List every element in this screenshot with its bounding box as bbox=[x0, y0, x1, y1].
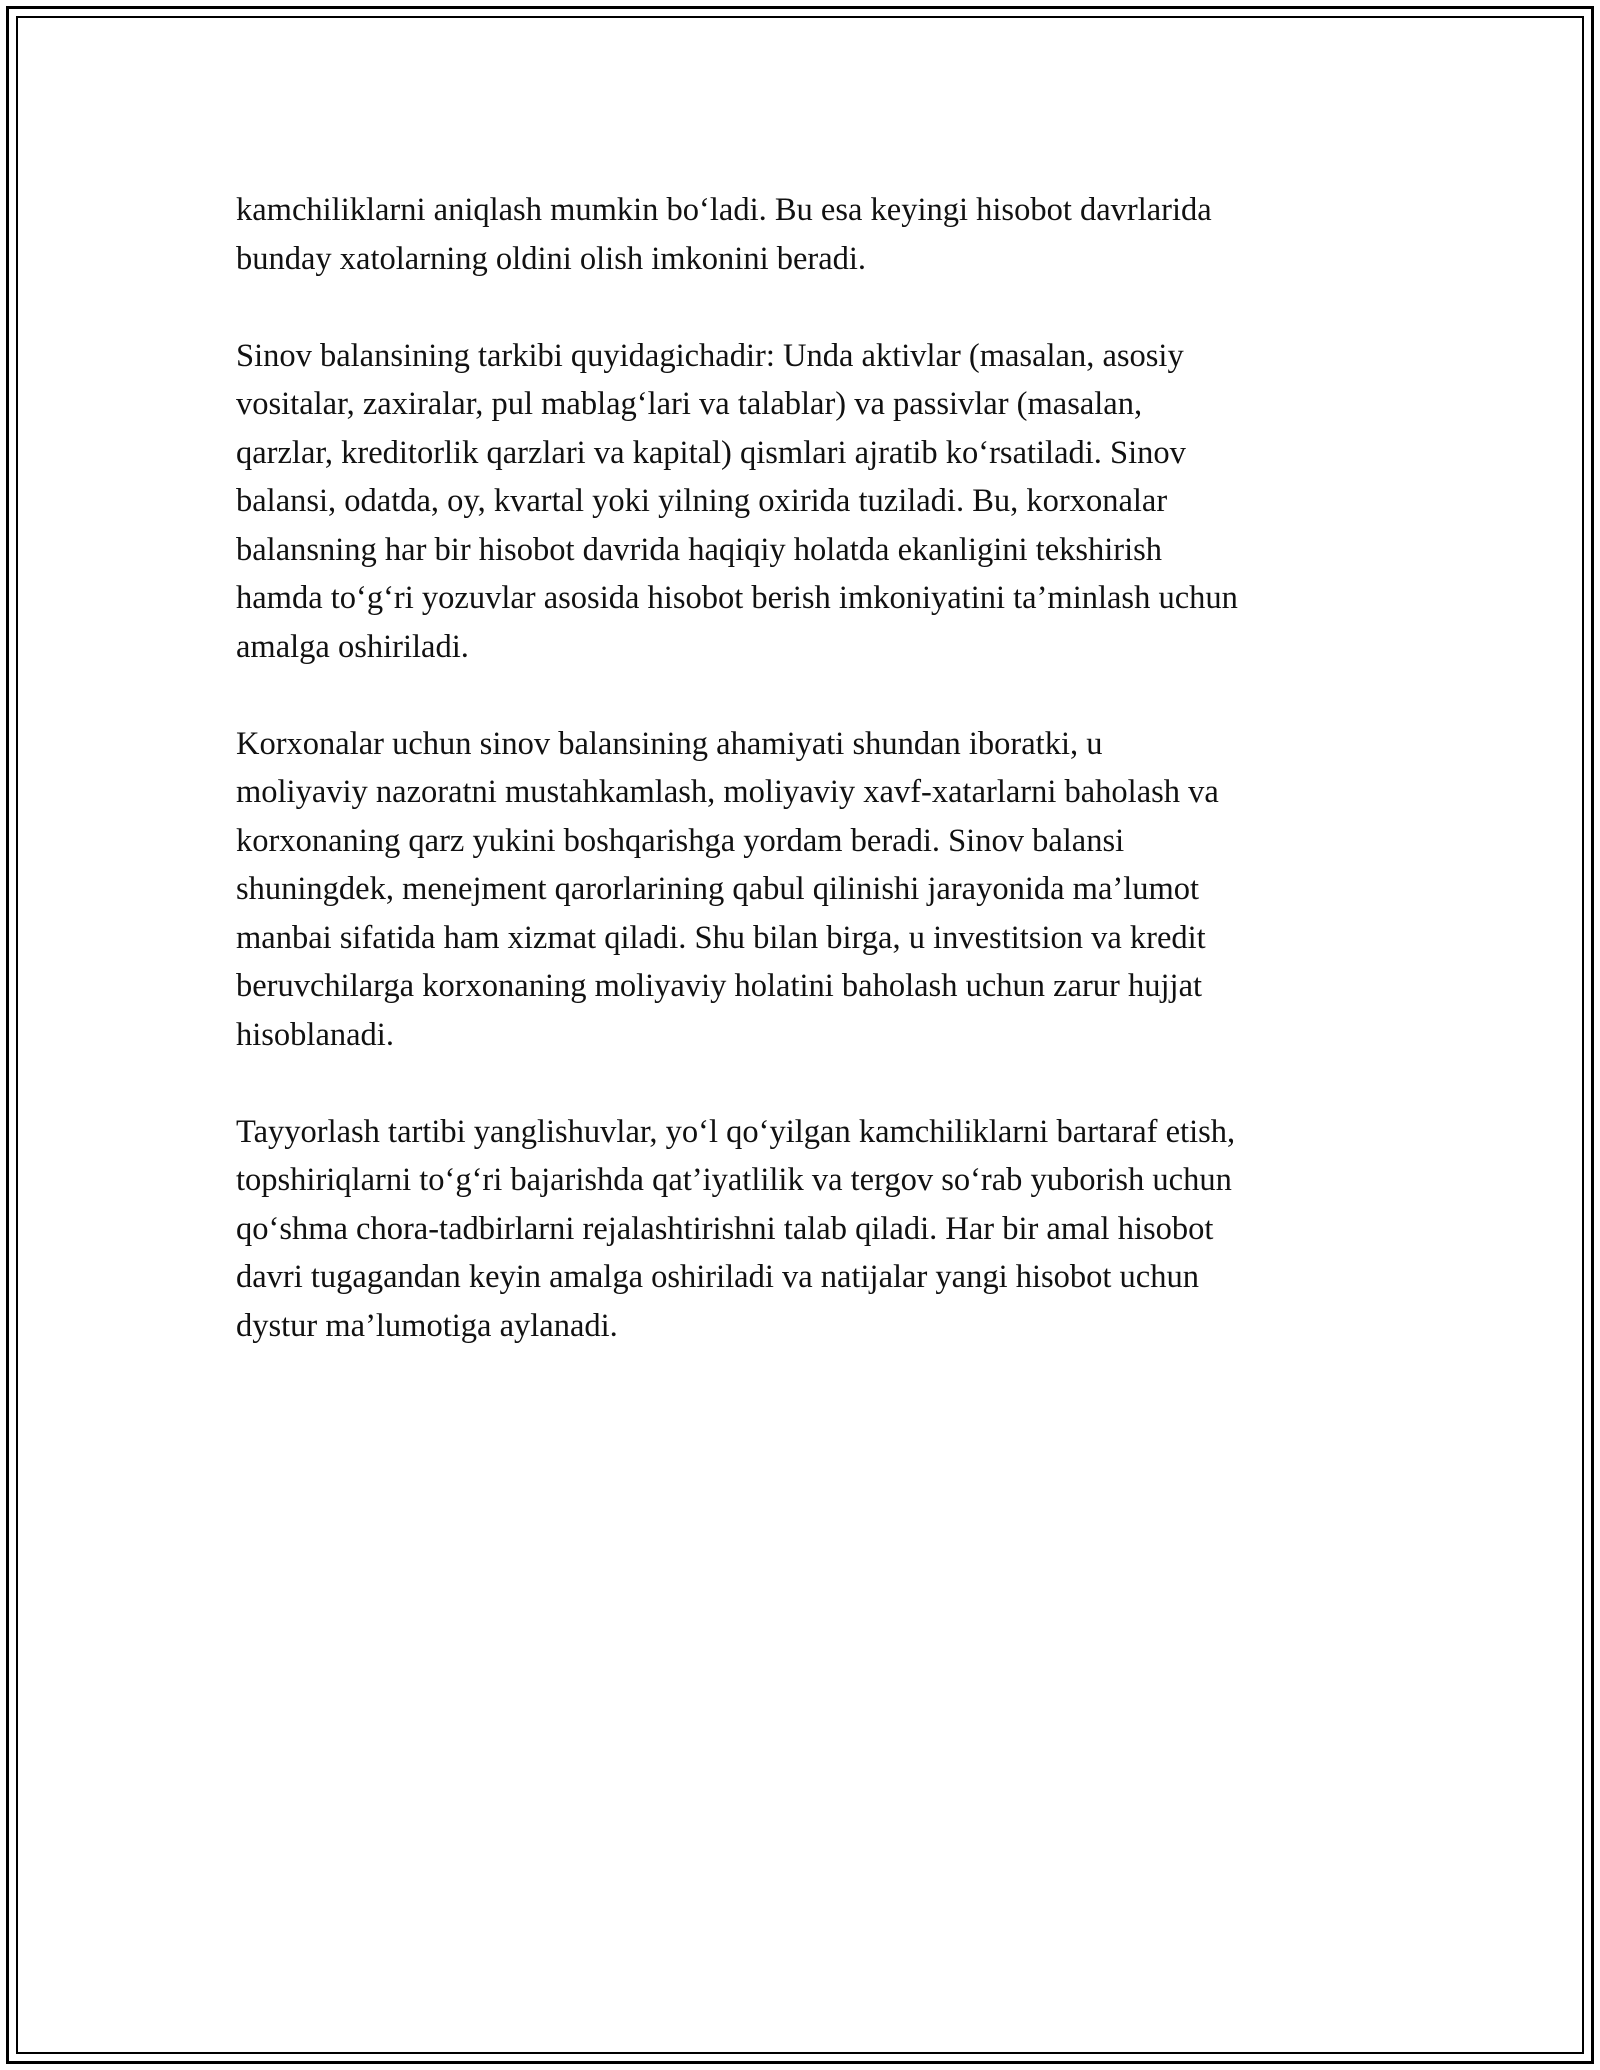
document-body bbox=[236, 186, 1376, 1399]
text-line: qarzlar, kreditorlik qarzlari va kapital) qismlari ajratib ko‘rsatiladi. Sinov bbox=[236, 434, 1186, 471]
text-line: hisoblanadi. bbox=[236, 1016, 394, 1053]
paragraph-2 bbox=[236, 332, 1376, 672]
text-line: qo‘shma chora-tadbirlarni rejalashtirishni talab qiladi. Har bir amal hisobot bbox=[236, 1210, 1214, 1247]
text-line: davri tugagandan keyin amalga oshiriladi va natijalar yangi hisobot uchun bbox=[236, 1259, 1199, 1295]
text-line: balansning har bir hisobot davrida haqiqiy holatda ekanligini tekshirish bbox=[236, 531, 1163, 568]
text-line: shuningdek, menejment qarorlarining qabul qilinishi jarayonida ma’lumot bbox=[236, 871, 1200, 907]
text-line: korxonaning qarz yukini boshqarishga yordam beradi. Sinov balansi bbox=[236, 822, 1125, 859]
text-line: manbai sifatida ham xizmat qiladi. Shu bilan birga, u investitsion va kredit bbox=[236, 919, 1206, 956]
text-line: dystur ma’lumotiga aylanadi. bbox=[236, 1307, 618, 1344]
text-line: bunday xatolarning oldini olish imkonini beradi. bbox=[236, 240, 867, 277]
paragraph-4 bbox=[236, 1108, 1376, 1351]
text-line: topshiriqlarni to‘g‘ri bajarishda qat’iyatlilik va tergov so‘rab yuborish uchun bbox=[236, 1162, 1232, 1198]
text-line: Tayyorlash tartibi yanglishuvlar, yo‘l qo‘yilgan kamchiliklarni bartaraf etish, bbox=[236, 1113, 1236, 1150]
paragraph-3 bbox=[236, 720, 1376, 1060]
text-line: hamda to‘g‘ri yozuvlar asosida hisobot berish imkoniyatini ta’minlash uchun bbox=[236, 580, 1238, 616]
text-line: beruvchilarga korxonaning moliyaviy holatini baholash uchun zarur hujjat bbox=[236, 968, 1203, 1004]
text-line: moliyaviy nazoratni mustahkamlash, moliyaviy xavf-xatarlarni baholash va bbox=[236, 774, 1219, 810]
text-line: amalga oshiriladi. bbox=[236, 628, 469, 665]
text-line: vositalar, zaxiralar, pul mablag‘lari va talablar) va passivlar (masalan, bbox=[236, 386, 1143, 422]
text-line: Sinov balansining tarkibi quyidagichadir: Unda aktivlar (masalan, asosiy bbox=[236, 337, 1184, 374]
text-line: kamchiliklarni aniqlash mumkin bo‘ladi. Bu esa keyingi hisobot davrlarida bbox=[236, 192, 1212, 228]
text-line: Korxonalar uchun sinov balansining ahamiyati shundan iboratki, u bbox=[236, 725, 1103, 762]
text-line: balansi, odatda, oy, kvartal yoki yilning oxirida tuziladi. Bu, korxonalar bbox=[236, 483, 1168, 519]
paragraph-1 bbox=[236, 186, 1376, 283]
